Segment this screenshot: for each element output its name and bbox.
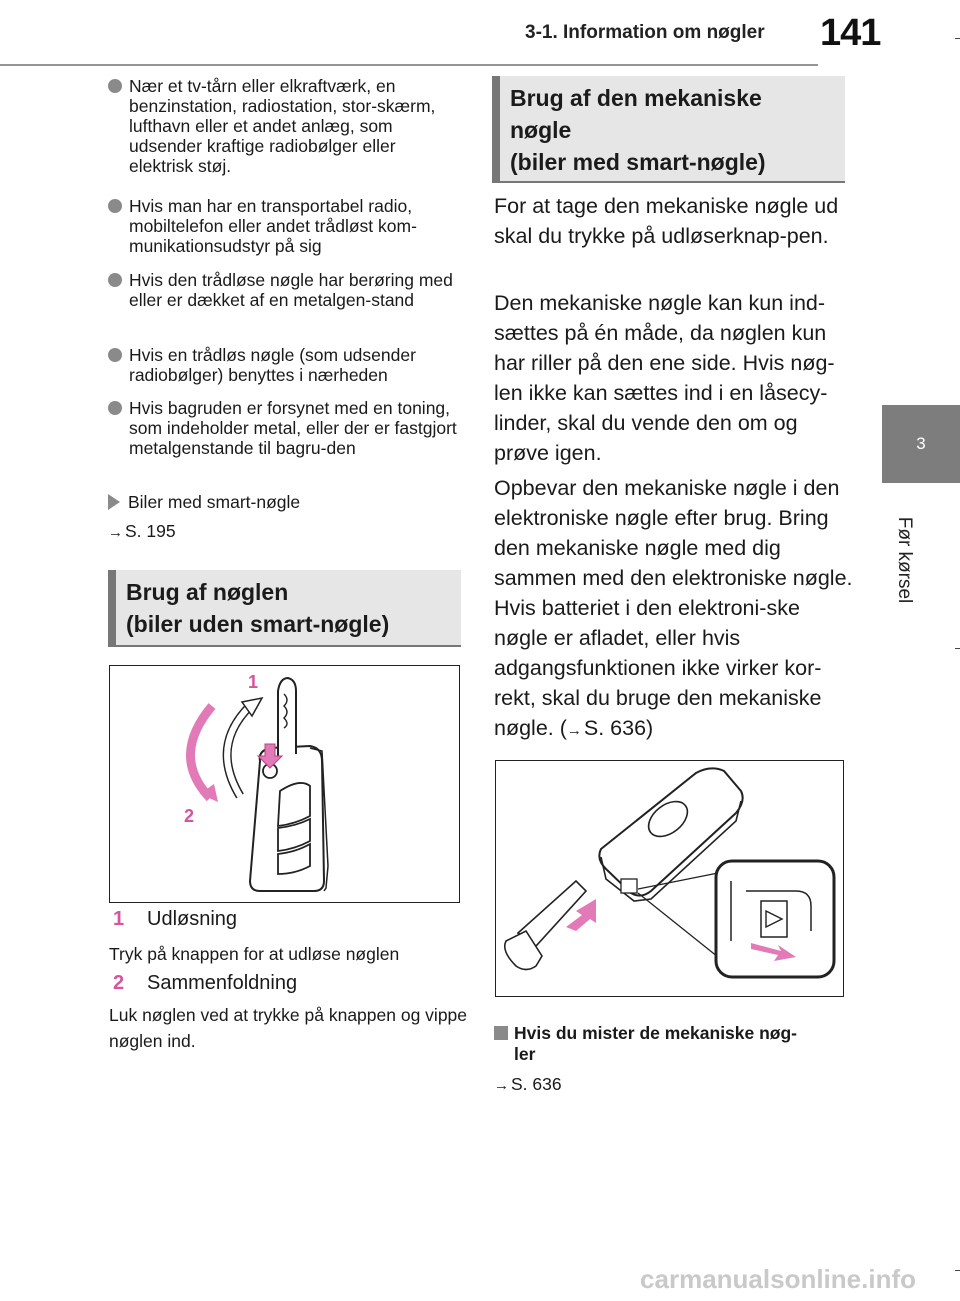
bullet-icon xyxy=(108,273,122,287)
list-item: Hvis en trådløs nøgle (som udsender radiobølger) benyttes i nærheden xyxy=(108,345,463,385)
arrow-right-icon: → xyxy=(494,1077,509,1094)
paragraph: For at tage den mekaniske nøgle ud skal du trykke på udløserknap-pen. xyxy=(494,194,839,248)
arrow-right-icon: → xyxy=(108,524,123,541)
section-title: 3-1. Information om nøgler xyxy=(525,22,765,43)
margin-tick xyxy=(955,648,960,649)
arrow-right-icon: → xyxy=(566,722,582,739)
callout-1: 1 xyxy=(248,672,259,692)
smart-key-line: Biler med smart-nøgle xyxy=(108,492,300,513)
key-fold-illustration xyxy=(109,665,460,903)
bullet-icon xyxy=(108,348,122,362)
chapter-tab xyxy=(882,405,960,483)
chapter-number: 3 xyxy=(916,434,926,453)
chapter-title: Før kørsel xyxy=(894,516,915,604)
page-reference[interactable]: → S. 195 xyxy=(108,521,176,541)
list-item: Hvis den trådløse nøgle har berøring med eller er dækket af en metalgen-stand xyxy=(108,270,463,310)
margin-tick xyxy=(955,1270,960,1271)
watermark: carmanualsonline.info xyxy=(640,1264,916,1294)
callout-2: 2 xyxy=(184,806,195,826)
triangle-icon xyxy=(108,494,120,510)
item-description: Luk nøglen ved at trykke på knappen og vippe nøglen ind. xyxy=(109,1005,468,1051)
smart-key-illustration xyxy=(495,760,844,997)
numbered-item: 1 Udløsning xyxy=(113,908,238,930)
subheading: Hvis du mister de mekaniske nøg- ler xyxy=(494,1023,844,1065)
paragraph: Opbevar den mekaniske nøgle i den elektroniske nøgle efter brug. Bring den mekaniske nøgle med dig sammen med den elektroniske nøgle. Hvis batteriet i den elektroni-ske nøgle er afladet, eller hvis adgangsfunktionen ikke virker kor-rekt, skal du bruge den mekaniske nøgle. (→S. 636) xyxy=(494,476,853,740)
section-heading: Brug af den mekaniske nøgle (biler med smart-nøgle) xyxy=(492,76,845,183)
list-item: Hvis man har en transportabel radio, mobiltelefon eller andet trådløst kom-munikationsudstyr på sig xyxy=(108,196,463,256)
list-item: Nær et tv-tårn eller elkraftværk, en benzinstation, radiostation, stor-skærm, lufthavn eller et andet anlæg, som udsender kraftige radiobølger eller elektrisk støj. xyxy=(108,76,463,176)
item-description: Tryk på knappen for at udløse nøglen xyxy=(109,944,400,964)
paragraph: Den mekaniske nøgle kan kun ind-sættes på én måde, da nøglen kun har riller på den ene side. Hvis nøg-len ikke kan sættes ind i en låsecy-linder, skal du vende den om og prøve igen. xyxy=(494,291,835,465)
bullet-icon xyxy=(108,79,122,93)
smart-key-icon xyxy=(496,761,842,995)
bullet-icon xyxy=(108,401,122,415)
margin-tick xyxy=(955,38,960,39)
section-heading: Brug af nøglen (biler uden smart-nøgle) xyxy=(108,570,461,647)
flip-key-icon xyxy=(110,666,458,901)
page-reference[interactable]: → S. 636 xyxy=(494,1074,562,1094)
chapter-label xyxy=(878,500,930,620)
header-rule xyxy=(0,60,960,70)
bullet-icon xyxy=(108,199,122,213)
list-item: Hvis bagruden er forsynet med en toning, som indeholder metal, eller der er fastgjort metalgenstande til bagru-den xyxy=(108,398,463,458)
square-bullet-icon xyxy=(494,1026,508,1040)
numbered-item: 2 Sammenfoldning xyxy=(113,972,298,994)
page-number: 141 xyxy=(820,12,881,54)
